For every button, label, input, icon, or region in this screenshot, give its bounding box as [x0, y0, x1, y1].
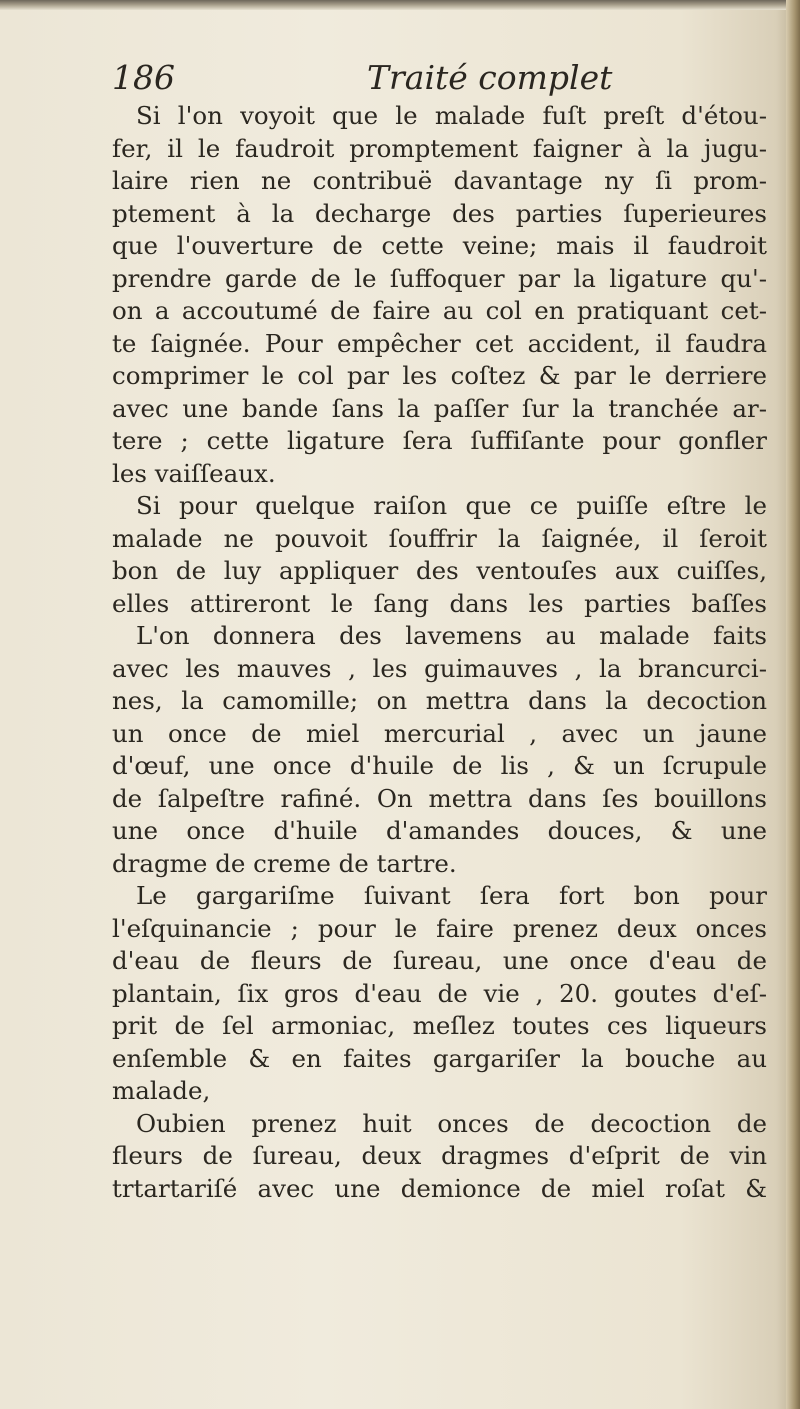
- text-line: nes, la camomille; on mettra dans la decoction: [112, 686, 767, 715]
- text-line: L'on donnera des lavemens au malade faits: [136, 621, 767, 650]
- text-line: avec une bande ſans la paſſer ſur la tranchée ar-: [112, 393, 767, 423]
- text-line: enſemble & en faites gargariſer la bouche au: [112, 1043, 767, 1073]
- running-title: Traité complet: [367, 58, 613, 97]
- text-line: comprimer le col par les coſtez & par le derriere: [112, 361, 767, 390]
- text-line: plantain, ſix gros d'eau de vie , 20. goutes d'eſ-: [112, 978, 767, 1008]
- body-text: [112, 100, 767, 1205]
- text-line: d'eau de fleurs de ſureau, une once d'eau de: [112, 946, 767, 975]
- page-top-edge: [0, 0, 800, 10]
- text-line: laire rien ne contribuë davantage ny ſi prom-: [112, 166, 767, 195]
- text-line: fer, il le faudroit promptement faigner à la jugu-: [112, 133, 767, 163]
- text-line: avec les mauves , les guimauves , la brancurci-: [112, 653, 767, 683]
- text-line: Le gargariſme ſuivant ſera fort bon pour: [136, 881, 767, 910]
- text-line: les vaiſſeaux.: [112, 458, 276, 488]
- text-line: Si pour quelque raiſon que ce puiſſe eſtre le: [136, 491, 767, 520]
- text-line: tere ; cette ligature ſera ſuffiſante pour gonfler: [112, 426, 767, 455]
- text-line: malade,: [112, 1076, 211, 1105]
- text-line: une once d'huile d'amandes douces, & une: [112, 816, 767, 845]
- text-line: de ſalpeſtre rafiné. On mettra dans ſes bouillons: [112, 783, 767, 813]
- text-line: trtartariſé avec une demionce de miel roſat &: [112, 1173, 767, 1203]
- page-number: 186: [112, 58, 175, 97]
- text-line: Si l'on voyoit que le malade fuſt preſt d'étou-: [136, 101, 767, 130]
- text-line: dragme de creme de tartre.: [112, 848, 457, 878]
- text-line: Oubien prenez huit onces de decoction de: [136, 1108, 767, 1138]
- text-line: fleurs de ſureau, deux dragmes d'eſprit de vin: [112, 1141, 767, 1170]
- text-line: un once de miel mercurial , avec un jaune: [112, 718, 767, 748]
- text-line: que l'ouverture de cette veine; mais il faudroit: [112, 231, 767, 260]
- page-binding-edge: [786, 0, 800, 1409]
- text-line: prendre garde de le ſuffoquer par la ligature qu'-: [112, 263, 767, 293]
- text-line: l'eſquinancie ; pour le faire prenez deux onces: [112, 913, 767, 943]
- page-header: [112, 58, 752, 104]
- text-line: prit de ſel armoniac, meſlez toutes ces liqueurs: [112, 1011, 767, 1040]
- text-line: d'œuf, une once d'huile de lis , & un ſcrupule: [112, 751, 767, 780]
- text-line: te ſaignée. Pour empêcher cet accident, il faudra: [112, 328, 767, 358]
- text-line: on a accoutumé de faire au col en pratiquant cet-: [112, 296, 767, 325]
- text-line: bon de luy appliquer des ventouſes aux cuiſſes,: [112, 556, 767, 585]
- text-line: ptement à la decharge des parties ſuperieures: [112, 198, 767, 228]
- text-line: elles attireront le ſang dans les parties baſſes: [112, 588, 767, 618]
- text-line: malade ne pouvoit ſouffrir la ſaignée, il ſeroit: [112, 523, 767, 553]
